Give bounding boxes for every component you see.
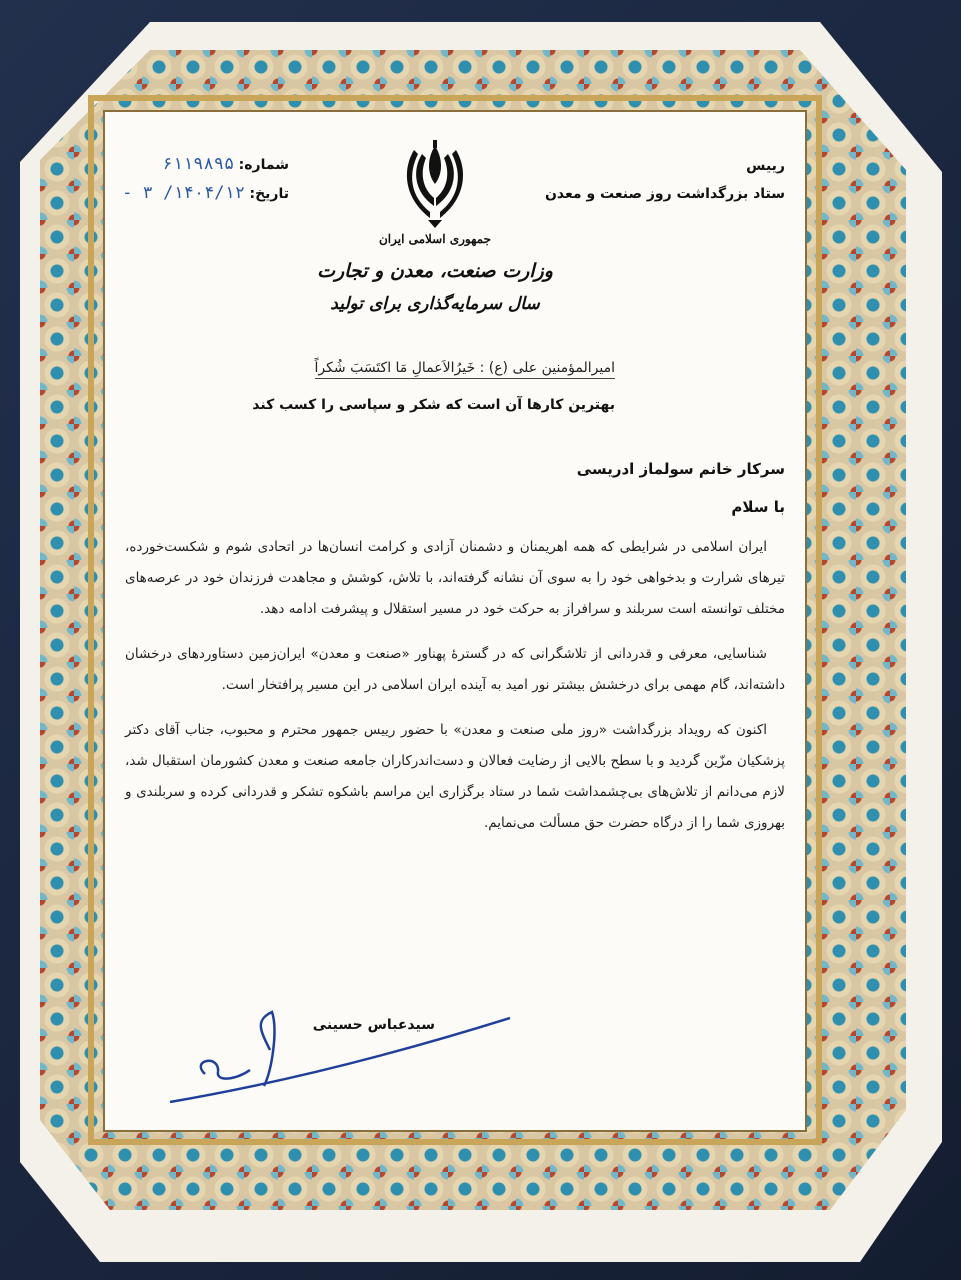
body-paragraph: ایران اسلامی در شرایطی که همه اهریمنان و دشمنان آزادی و کرامت انسان‌ها در اتحادی شوم و شکست‌خورده، تیرهای شرارت و بدخواهی خود را به سوی آن نشانه گرفته‌اند، با تلاش، کوشش و مجاهدت فرزندان خود در عرصه‌های مختلف توانسته است سربلند و سرافراز به حرکت خود در مسیر استقلال و پیشرفت ادامه دهد.: [125, 539, 785, 617]
letter-date-label: تاریخ:: [249, 186, 289, 202]
national-emblem-icon: [400, 140, 470, 230]
sender-title-block: [525, 152, 785, 208]
letter-date-row: [119, 179, 289, 208]
letter-number-row: [119, 150, 289, 179]
body-paragraph: اکنون که رویداد بزرگداشت «روز ملی صنعت و معدن» با حضور رییس جمهور محترم و محبوب، جناب آقای دکتر پزشکیان مزّین گردید و با سطح بالایی از رضایت فعالان و دست‌اندرکاران جامعه صنعت و معدن کشورمان استقبال شد، لازم می‌دانم از تلاش‌های بی‌چشمداشت شما در ستاد برگزاری این مراسم باشکوه تشکر و قدردانی کرده و سربلندی و بهروزی شما را از درگاه حضرت حق مسألت می‌نمایم.: [125, 722, 785, 831]
letter-paper: [103, 110, 807, 1132]
quote-line: [215, 360, 615, 379]
year-slogan: سال سرمایه‌گذاری برای تولید: [330, 294, 540, 314]
letter-body: [125, 532, 785, 853]
ministry-name: وزارت صنعت، معدن و تجارت: [317, 260, 553, 282]
letter-date-value: ۱۴۰۴/۱۲/ ۳ -: [122, 183, 246, 203]
sender-subtitle: ستاد بزرگداشت روز صنعت و معدن: [544, 186, 785, 202]
reference-block: [119, 150, 289, 208]
letter-number-value: ۶۱۱۹۸۹۵: [162, 154, 235, 174]
quote-translation: بهترین کارها آن است که شکر و سپاسی را کسب کند: [252, 397, 615, 413]
handwritten-signature-icon: [160, 990, 520, 1110]
quote-arabic: امیرالمؤمنین علی (ع) : خَیرُالاَعمالِ مَا اکتَسَبَ شُکراً: [315, 360, 615, 379]
body-paragraph: شناسایی، معرفی و قدردانی از تلاشگرانی که در گسترهٔ پهناور «صنعت و معدن» ایران‌زمین دستاوردهای درخشان داشته‌اند، گام مهمی برای درخشش بیشتر نور امید به آینده ایران اسلامی در این مسیر پرافتخار است.: [125, 646, 785, 693]
signer-name: سیدعباس حسینی: [312, 1017, 435, 1033]
greeting: با سلام: [731, 498, 785, 516]
sender-title: رییس: [746, 158, 785, 174]
emblem-caption: جمهوری اسلامی ایران: [378, 232, 492, 246]
letter-number-label: شماره:: [238, 157, 289, 173]
recipient-name: سرکار خانم سولماز ادریسی: [576, 460, 785, 478]
